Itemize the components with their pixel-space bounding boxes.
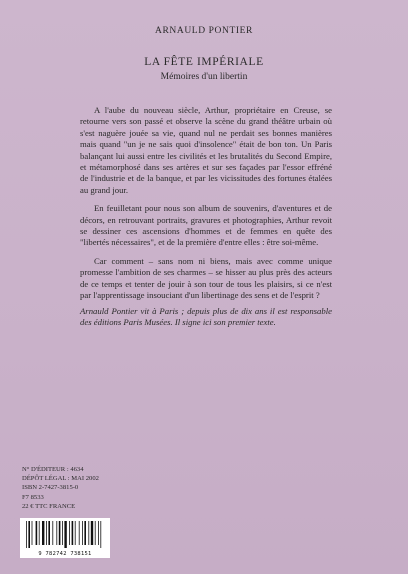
barcode-bar	[100, 521, 101, 548]
blurb	[80, 105, 332, 309]
barcode-bar	[42, 521, 44, 545]
barcode-bar	[48, 521, 50, 545]
isbn: ISBN 2-7427-3815-0	[22, 484, 79, 492]
barcode-bar	[84, 521, 86, 545]
blurb-paragraph: En feuilletant pour nous son album de souvenirs, d'aventures et de décors, en retrouvant portraits, gravures et photographies, Arthur revoit se dessiner ces ascensions d'hommes et de femmes en quête des "libertés nécessaires", et de la première d'entre elles : être soi-même.	[80, 203, 332, 248]
barcode-bar	[69, 521, 70, 545]
barcode-bars	[20, 518, 110, 550]
barcode-bar	[98, 521, 99, 545]
author-name: ARNAULD PONTIER	[155, 26, 253, 36]
barcode-bar	[82, 521, 83, 545]
blurb-paragraph: A l'aube du nouveau siècle, Arthur, propriétaire en Creuse, se retourne vers son passé et observe la scène du grand théâtre urbain où s'est naguère jouée sa vie, quand nul ne perdait ses bonnes manières mais quand "un je ne sais quoi d'insolence" était de bon ton. Un Paris balançant lui aussi entre les civilités et les brutalités du Second Empire, et métamorphosé dans ses artères et sur ses façades par l'essor effréné de l'industrie et de la banque, et par les vicissitudes des fortunes étalées au grand jour.	[80, 105, 332, 195]
barcode	[20, 518, 110, 558]
barcode-bar	[64, 521, 66, 548]
barcode-bar	[56, 521, 57, 545]
barcode-bar	[26, 521, 27, 548]
publisher-number: N° D'ÉDITEUR : 4634	[22, 466, 84, 473]
legal-deposit: DÉPÔT LÉGAL : MAI 2002	[22, 475, 99, 483]
barcode-bar	[59, 521, 61, 545]
barcode-bar	[32, 521, 33, 545]
barcode-digits: 9 782742 738151	[38, 551, 92, 557]
barcode-bar	[46, 521, 47, 545]
barcode-bar	[39, 521, 40, 545]
barcode-bar	[75, 521, 76, 545]
barcode-bar	[36, 521, 38, 545]
price: 22 € TTC FRANCE	[22, 502, 76, 510]
blurb-paragraph: Car comment – sans nom ni biens, mais avec comme unique promesse l'ambition de ses charmes – se hisser au plus près des acteurs de ce temps et tenter de jouir à son tour de tous les plaisirs, si ce n'est par l'apprentissage insouciant d'un libertinage des sens et de l'esprit ?	[80, 255, 332, 301]
barcode-bar	[79, 521, 80, 545]
barcode-bar	[52, 521, 53, 545]
author-bio: Arnauld Pontier vit à Paris ; depuis plus de dix ans il est responsable des éditions Paris Musées. Il signe ici son premier texte.	[80, 306, 332, 328]
barcode-bar	[95, 521, 96, 545]
book-title: LA FÊTE IMPÉRIALE	[144, 56, 264, 68]
book-subtitle: Mémoires d'un libertin	[160, 72, 248, 82]
bibliographic-info	[22, 465, 182, 511]
barcode-bar	[62, 521, 63, 545]
catalog-code: F7 8533	[22, 493, 44, 501]
barcode-bar	[88, 521, 89, 545]
barcode-bar	[28, 521, 30, 548]
barcode-bar	[72, 521, 74, 545]
barcode-bar	[91, 521, 93, 545]
